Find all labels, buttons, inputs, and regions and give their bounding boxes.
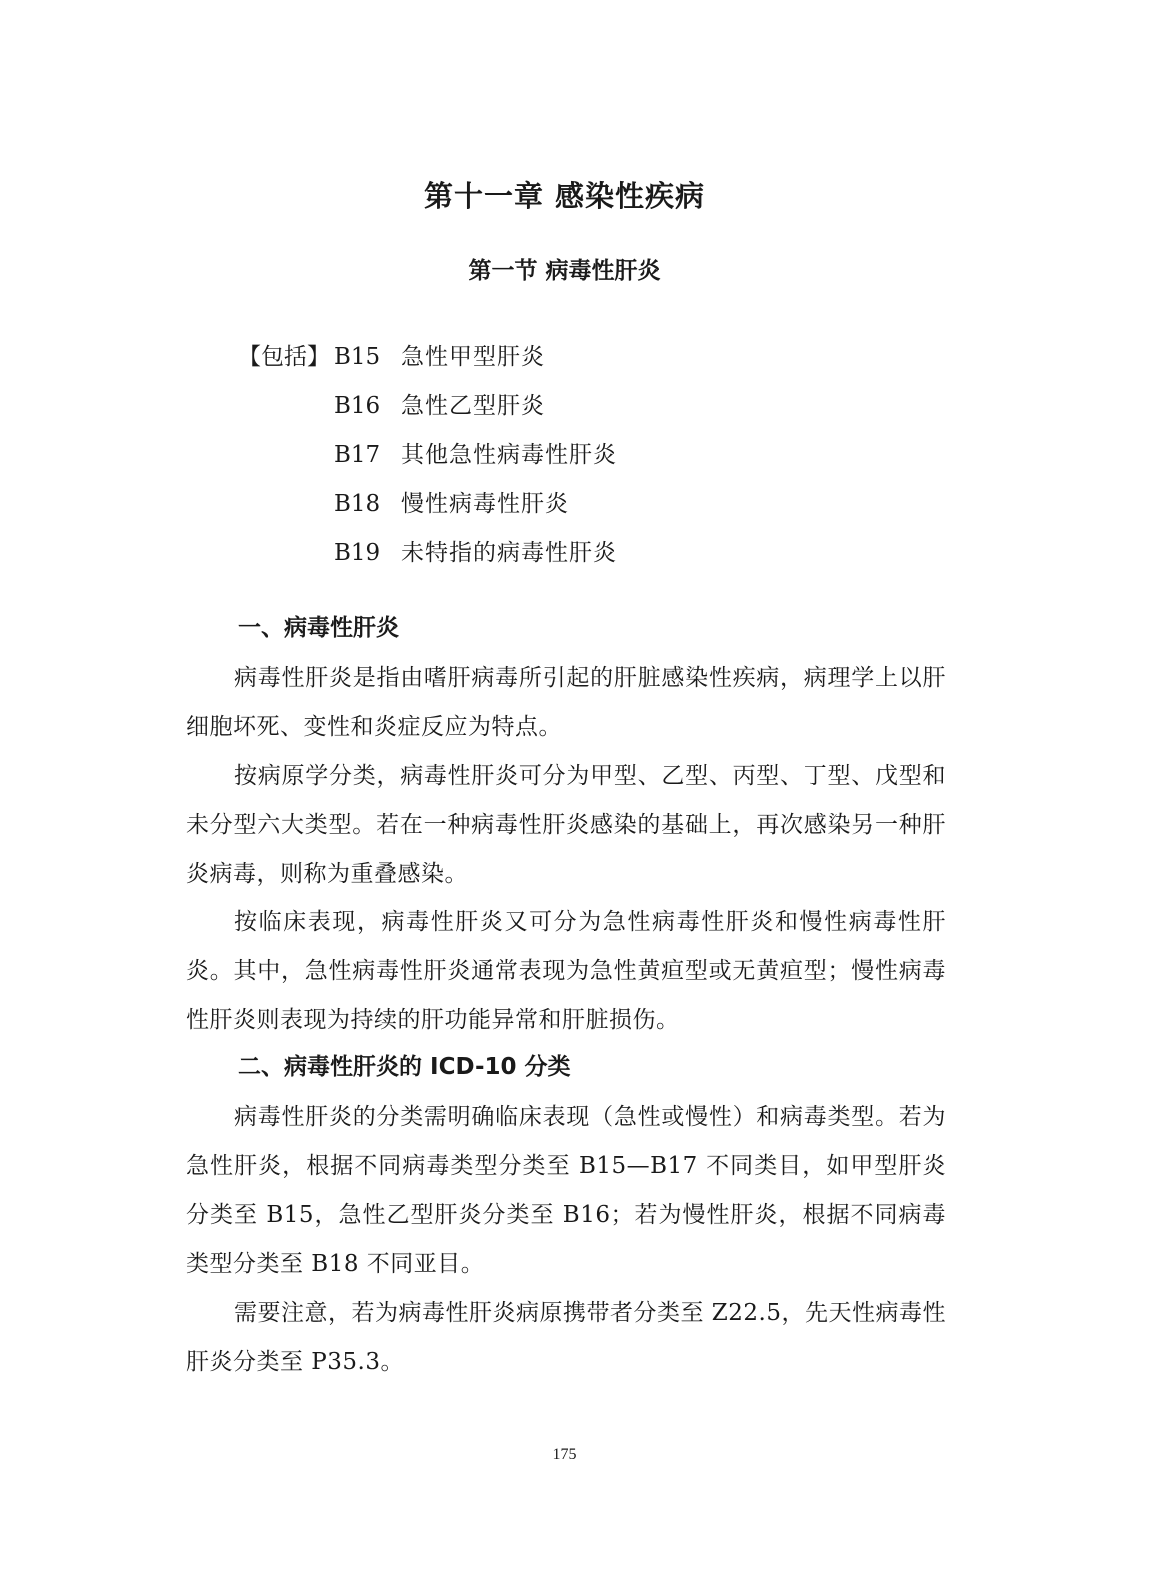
icd-code: B18	[334, 491, 381, 517]
includes-prefix: 【包括】	[238, 344, 330, 370]
list-item	[238, 529, 617, 578]
chapter-title: 第十一章 感染性疾病	[423, 179, 706, 213]
paragraph: 病毒性肝炎的分类需明确临床表现（急性或慢性）和病毒类型。若为急性肝炎，根据不同病毒类型分类至 B15—B17 不同类目，如甲型肝炎分类至 B15，急性乙型肝炎分类至 B16；若为慢性肝炎，根据不同病毒类型分类至 B18 不同亚目。	[186, 1104, 946, 1277]
icd-code: B15	[334, 344, 381, 370]
paragraph: 需要注意，若为病毒性肝炎病原携带者分类至 Z22.5，先天性病毒性肝炎分类至 P35.3。	[186, 1300, 947, 1375]
heading-part-1: 一、病毒性肝炎	[238, 615, 399, 641]
icd-code: B19	[334, 540, 381, 566]
includes-list	[238, 333, 617, 578]
icd-code: B16	[334, 393, 381, 419]
icd-label: 其他急性病毒性肝炎	[401, 442, 617, 468]
icd-label: 慢性病毒性肝炎	[401, 491, 569, 517]
paragraph: 病毒性肝炎是指由嗜肝病毒所引起的肝脏感染性疾病，病理学上以肝细胞坏死、变性和炎症反应为特点。	[186, 665, 946, 740]
heading-part-2: 二、病毒性肝炎的 ICD-10 分类	[238, 1054, 571, 1080]
icd-label: 急性甲型肝炎	[401, 344, 545, 370]
paragraph: 按临床表现，病毒性肝炎又可分为急性病毒性肝炎和慢性病毒性肝炎。其中，急性病毒性肝炎通常表现为急性黄疸型或无黄疸型；慢性病毒性肝炎则表现为持续的肝功能异常和肝脏损伤。	[186, 909, 946, 1033]
list-item	[238, 333, 617, 382]
paragraph: 按病原学分类，病毒性肝炎可分为甲型、乙型、丙型、丁型、戊型和未分型六大类型。若在一种病毒性肝炎感染的基础上，再次感染另一种肝炎病毒，则称为重叠感染。	[186, 763, 946, 887]
icd-label: 急性乙型肝炎	[401, 393, 545, 419]
list-item	[238, 431, 617, 480]
page-number: 175	[552, 1446, 577, 1463]
icd-label: 未特指的病毒性肝炎	[401, 540, 617, 566]
list-item	[238, 382, 617, 431]
list-item	[238, 480, 617, 529]
section-title: 第一节 病毒性肝炎	[468, 258, 661, 284]
icd-code: B17	[334, 442, 381, 468]
